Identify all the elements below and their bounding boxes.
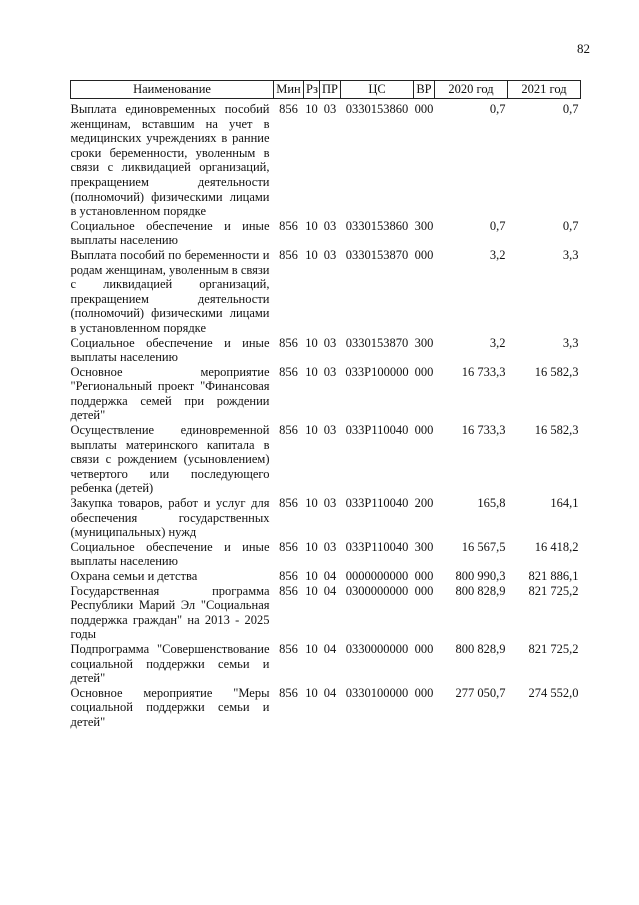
row-2020: 277 050,7 [455,685,506,700]
row-pr: 03 [323,335,337,350]
row-min: 856 [279,364,298,379]
row-rz: 10 [305,641,318,656]
row-2021: 3,3 [562,335,579,350]
row-rz: 10 [305,685,318,700]
table-row [71,99,581,219]
header-cs: ЦС [341,81,414,99]
row-vr: 300 [414,539,434,554]
row-name: Закупка товаров, работ и услуг для обеспечения государственных (муниципальных) нужд [70,496,270,540]
row-rz: 10 [305,423,318,438]
row-vr: 000 [414,247,434,262]
row-pr: 03 [323,364,337,379]
header-2021: 2021 год [508,81,581,99]
row-2020: 165,8 [477,496,506,511]
row-pr: 04 [323,685,337,700]
header-vr: ВР [414,81,435,99]
row-pr: 03 [323,496,337,511]
table-row [71,686,581,730]
row-name: Выплата пособий по беременности и родам женщинам, уволенным в связи с ликвидацией организаций, прекращением деятельности (полномочий) физическими лицами в установленном порядке [70,247,270,335]
row-name: Государственная программа Республики Марий Эл "Социальная поддержка граждан" на 2013 - 2025 годы [70,583,270,642]
row-2021: 0,7 [562,218,579,233]
row-2020: 800 990,3 [455,569,506,583]
row-min: 856 [279,583,298,598]
table-row [71,423,581,496]
row-cs: 033P110040 [345,539,409,554]
row-pr: 04 [323,569,337,583]
row-2020: 16 567,5 [461,539,506,554]
row-2020: 800 828,9 [455,583,506,598]
row-pr: 03 [323,423,337,438]
row-name: Основное мероприятие "Региональный проект "Финансовая поддержка семей при рождении детей" [70,364,270,423]
row-cs: 0330153860 [345,102,409,116]
header-2020: 2020 год [435,81,508,99]
table-row [71,496,581,540]
table-row [71,248,581,336]
row-2020: 16 733,3 [461,364,506,379]
row-2020: 3,2 [489,247,506,262]
row-rz: 10 [305,102,318,116]
row-vr: 000 [414,685,434,700]
row-vr: 000 [414,423,434,438]
row-vr: 000 [414,583,434,598]
row-rz: 10 [305,247,318,262]
row-pr: 03 [323,539,337,554]
row-2021: 0,7 [562,102,579,116]
row-2021: 3,3 [562,247,579,262]
row-cs: 033P110040 [345,496,409,511]
row-min: 856 [279,685,298,700]
row-pr: 03 [323,247,337,262]
row-name: Социальное обеспечение и иные выплаты населению [70,335,270,365]
row-rz: 10 [305,364,318,379]
row-2021: 821 725,2 [528,583,579,598]
row-rz: 10 [305,335,318,350]
row-vr: 200 [414,496,434,511]
row-rz: 10 [305,496,318,511]
budget-table [70,80,581,730]
row-vr: 300 [414,335,434,350]
row-2020: 16 733,3 [461,423,506,438]
row-pr: 03 [323,102,337,116]
row-cs: 033P110040 [345,423,409,438]
row-name: Основное мероприятие "Меры социальной поддержки семьи и детей" [70,685,270,729]
header-pr: ПР [320,81,341,99]
table-row [71,642,581,686]
row-name: Социальное обеспечение и иные выплаты населению [70,218,270,248]
row-name: Осуществление единовременной выплаты материнского капитала в связи с рождением (усыновлением) четвертого или последующего ребенка (детей) [70,423,270,496]
row-2021: 821 886,1 [528,569,579,583]
row-pr: 04 [323,583,337,598]
table-row [71,540,581,569]
row-2020: 0,7 [489,102,506,116]
row-2021: 16 582,3 [534,423,579,438]
row-cs: 0000000000 [345,569,409,583]
table-header-row [71,81,581,99]
table-row [71,569,581,584]
row-min: 856 [279,247,298,262]
table-row [71,336,581,365]
row-min: 856 [279,102,298,116]
row-cs: 0330153870 [345,335,409,350]
row-name: Выплата единовременных пособий женщинам, вставшим на учет в медицинских учреждениях в ранние сроки беременности, уволенным в связи с ликвидацией организаций, прекращением деятельности (полномочий) физическими лицами в установленном порядке [70,102,270,219]
header-name: Наименование [71,81,274,99]
row-2020: 3,2 [489,335,506,350]
header-rz: Рз [304,81,320,99]
row-cs: 033P100000 [345,364,409,379]
row-cs: 0330000000 [345,641,409,656]
row-name: Подпрограмма "Совершенствование социальной поддержки семьи и детей" [70,641,270,686]
row-cs: 0300000000 [345,583,409,598]
row-rz: 10 [305,539,318,554]
row-min: 856 [279,335,298,350]
row-2021: 821 725,2 [528,641,579,656]
header-min: Мин [274,81,304,99]
table-row [71,584,581,642]
row-rz: 10 [305,583,318,598]
row-2020: 0,7 [489,218,506,233]
row-2021: 16 418,2 [534,539,579,554]
row-name: Охрана семьи и детства [70,569,198,583]
row-min: 856 [279,496,298,511]
row-min: 856 [279,218,298,233]
row-2021: 274 552,0 [528,685,579,700]
row-2020: 800 828,9 [455,641,506,656]
row-vr: 000 [414,364,434,379]
row-vr: 300 [414,218,434,233]
row-vr: 000 [414,569,434,583]
row-2021: 164,1 [550,496,579,511]
row-rz: 10 [305,218,318,233]
row-min: 856 [279,641,298,656]
row-vr: 000 [414,641,434,656]
row-cs: 0330153860 [345,218,409,233]
row-vr: 000 [414,102,434,116]
row-2021: 16 582,3 [534,364,579,379]
row-pr: 03 [323,218,337,233]
table-row [71,219,581,248]
row-cs: 0330100000 [345,685,409,700]
row-rz: 10 [305,569,318,583]
row-cs: 0330153870 [345,247,409,262]
table-row [71,365,581,423]
page-number: 82 [577,41,590,56]
row-min: 856 [279,569,298,583]
row-pr: 04 [323,641,337,656]
row-name: Социальное обеспечение и иные выплаты населению [70,539,270,569]
row-min: 856 [279,423,298,438]
row-min: 856 [279,539,298,554]
